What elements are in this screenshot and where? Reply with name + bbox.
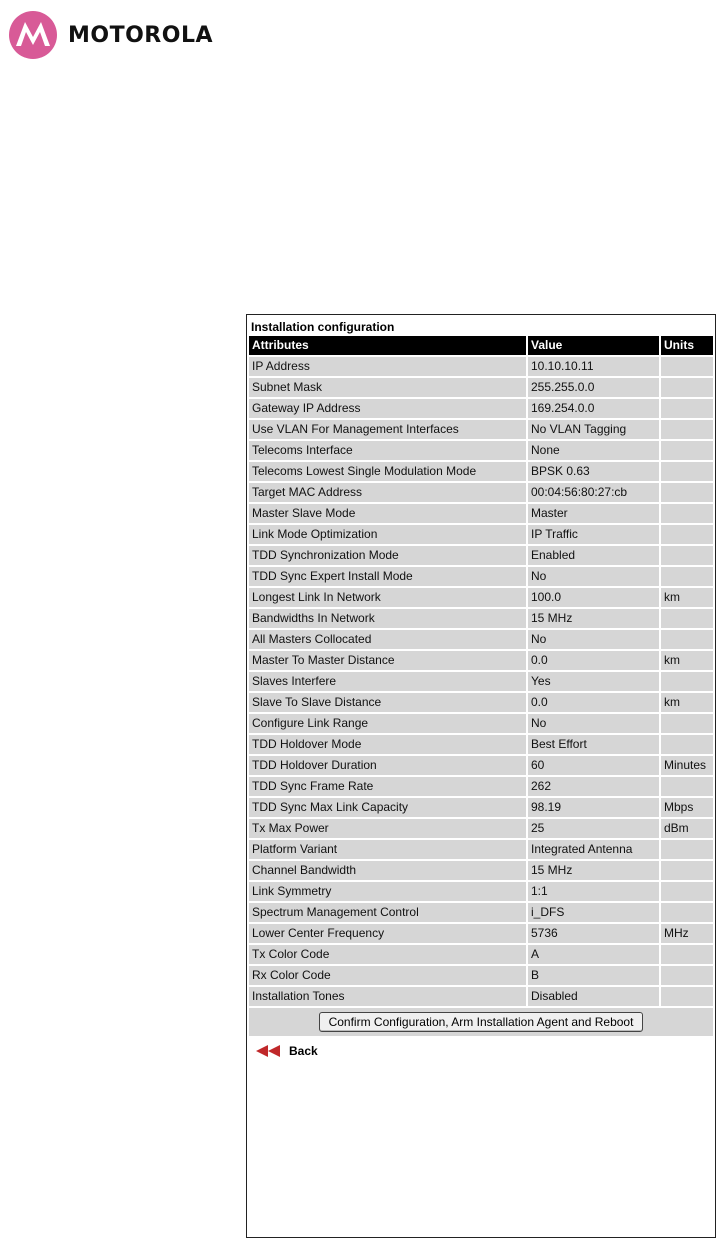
- units-cell: [661, 567, 713, 586]
- units-cell: [661, 882, 713, 901]
- units-cell: [661, 483, 713, 502]
- attribute-cell: Bandwidths In Network: [249, 609, 526, 628]
- attribute-cell: Link Mode Optimization: [249, 525, 526, 544]
- attribute-cell: Master Slave Mode: [249, 504, 526, 523]
- attribute-cell: Subnet Mask: [249, 378, 526, 397]
- table-row: [249, 735, 713, 754]
- attribute-cell: Lower Center Frequency: [249, 924, 526, 943]
- confirm-button-row: [249, 1008, 713, 1036]
- back-arrow-icon: [255, 1044, 285, 1058]
- table-row: [249, 462, 713, 481]
- table-row: [249, 987, 713, 1006]
- attribute-cell: TDD Sync Frame Rate: [249, 777, 526, 796]
- units-cell: [661, 420, 713, 439]
- header-value: Value: [528, 336, 659, 355]
- attribute-cell: Telecoms Lowest Single Modulation Mode: [249, 462, 526, 481]
- units-cell: [661, 525, 713, 544]
- units-cell: [661, 504, 713, 523]
- table-row: [249, 819, 713, 838]
- value-cell: No: [528, 714, 659, 733]
- value-cell: 10.10.10.11: [528, 357, 659, 376]
- attribute-cell: TDD Holdover Duration: [249, 756, 526, 775]
- attribute-cell: TDD Sync Expert Install Mode: [249, 567, 526, 586]
- table-row: [249, 945, 713, 964]
- attribute-cell: Channel Bandwidth: [249, 861, 526, 880]
- table-row: [249, 798, 713, 817]
- table-row: [249, 525, 713, 544]
- value-cell: No VLAN Tagging: [528, 420, 659, 439]
- units-cell: [661, 399, 713, 418]
- units-cell: [661, 546, 713, 565]
- attribute-cell: Longest Link In Network: [249, 588, 526, 607]
- attribute-cell: TDD Holdover Mode: [249, 735, 526, 754]
- attribute-cell: Configure Link Range: [249, 714, 526, 733]
- table-row: [249, 504, 713, 523]
- units-cell: km: [661, 693, 713, 712]
- attribute-cell: Rx Color Code: [249, 966, 526, 985]
- attribute-cell: Telecoms Interface: [249, 441, 526, 460]
- value-cell: 255.255.0.0: [528, 378, 659, 397]
- units-cell: [661, 462, 713, 481]
- value-cell: Yes: [528, 672, 659, 691]
- units-cell: [661, 630, 713, 649]
- table-row: [249, 441, 713, 460]
- units-cell: [661, 903, 713, 922]
- table-row: [249, 861, 713, 880]
- attribute-cell: Tx Color Code: [249, 945, 526, 964]
- attribute-cell: TDD Synchronization Mode: [249, 546, 526, 565]
- value-cell: i_DFS: [528, 903, 659, 922]
- table-row: [249, 588, 713, 607]
- units-cell: Mbps: [661, 798, 713, 817]
- motorola-logo: [8, 6, 213, 64]
- units-cell: [661, 777, 713, 796]
- value-cell: BPSK 0.63: [528, 462, 659, 481]
- value-cell: 98.19: [528, 798, 659, 817]
- table-row: [249, 840, 713, 859]
- attribute-cell: Link Symmetry: [249, 882, 526, 901]
- table-row: [249, 651, 713, 670]
- table-row: [249, 357, 713, 376]
- table-row: [249, 630, 713, 649]
- value-cell: Disabled: [528, 987, 659, 1006]
- value-cell: B: [528, 966, 659, 985]
- table-row: [249, 924, 713, 943]
- units-cell: Minutes: [661, 756, 713, 775]
- table-row: [249, 420, 713, 439]
- value-cell: 262: [528, 777, 659, 796]
- value-cell: No: [528, 567, 659, 586]
- value-cell: None: [528, 441, 659, 460]
- table-row: [249, 546, 713, 565]
- value-cell: IP Traffic: [528, 525, 659, 544]
- units-cell: [661, 441, 713, 460]
- header-units: Units: [661, 336, 713, 355]
- table-row: [249, 567, 713, 586]
- value-cell: 25: [528, 819, 659, 838]
- units-cell: [661, 357, 713, 376]
- motorola-batwing-icon: [8, 10, 58, 60]
- table-row: [249, 693, 713, 712]
- attribute-cell: Installation Tones: [249, 987, 526, 1006]
- installation-configuration-panel: [246, 314, 716, 1238]
- units-cell: [661, 714, 713, 733]
- attribute-cell: All Masters Collocated: [249, 630, 526, 649]
- value-cell: Master: [528, 504, 659, 523]
- attribute-cell: Slaves Interfere: [249, 672, 526, 691]
- table-header-row: [249, 336, 713, 355]
- table-row: [249, 777, 713, 796]
- value-cell: 00:04:56:80:27:cb: [528, 483, 659, 502]
- table-row: [249, 399, 713, 418]
- table-row: [249, 378, 713, 397]
- value-cell: 169.254.0.0: [528, 399, 659, 418]
- value-cell: 5736: [528, 924, 659, 943]
- units-cell: [661, 987, 713, 1006]
- units-cell: [661, 840, 713, 859]
- panel-title: Installation configuration: [251, 320, 395, 334]
- configuration-rows: [249, 357, 713, 1006]
- units-cell: [661, 609, 713, 628]
- units-cell: km: [661, 651, 713, 670]
- table-row: [249, 609, 713, 628]
- attribute-cell: Platform Variant: [249, 840, 526, 859]
- table-row: [249, 714, 713, 733]
- attribute-cell: IP Address: [249, 357, 526, 376]
- attribute-cell: Master To Master Distance: [249, 651, 526, 670]
- table-row: [249, 903, 713, 922]
- table-row: [249, 672, 713, 691]
- attribute-cell: Spectrum Management Control: [249, 903, 526, 922]
- units-cell: [661, 966, 713, 985]
- value-cell: 0.0: [528, 693, 659, 712]
- value-cell: 60: [528, 756, 659, 775]
- value-cell: 1:1: [528, 882, 659, 901]
- value-cell: 15 MHz: [528, 861, 659, 880]
- value-cell: 0.0: [528, 651, 659, 670]
- back-label: Back: [289, 1044, 318, 1058]
- value-cell: Enabled: [528, 546, 659, 565]
- configuration-table: [247, 334, 715, 1008]
- attribute-cell: Slave To Slave Distance: [249, 693, 526, 712]
- table-row: [249, 966, 713, 985]
- value-cell: Integrated Antenna: [528, 840, 659, 859]
- units-cell: [661, 861, 713, 880]
- header-attributes: Attributes: [249, 336, 526, 355]
- units-cell: [661, 945, 713, 964]
- value-cell: 100.0: [528, 588, 659, 607]
- units-cell: [661, 672, 713, 691]
- units-cell: [661, 378, 713, 397]
- units-cell: [661, 735, 713, 754]
- table-row: [249, 756, 713, 775]
- brand-name: MOTOROLA: [68, 22, 213, 48]
- units-cell: km: [661, 588, 713, 607]
- table-row: [249, 483, 713, 502]
- attribute-cell: TDD Sync Max Link Capacity: [249, 798, 526, 817]
- value-cell: Best Effort: [528, 735, 659, 754]
- table-row: [249, 882, 713, 901]
- confirm-configuration-button[interactable]: Confirm Configuration, Arm Installation Agent and Reboot: [319, 1012, 644, 1032]
- attribute-cell: Tx Max Power: [249, 819, 526, 838]
- value-cell: No: [528, 630, 659, 649]
- units-cell: MHz: [661, 924, 713, 943]
- value-cell: 15 MHz: [528, 609, 659, 628]
- attribute-cell: Gateway IP Address: [249, 399, 526, 418]
- units-cell: dBm: [661, 819, 713, 838]
- attribute-cell: Target MAC Address: [249, 483, 526, 502]
- back-link[interactable]: [255, 1044, 715, 1058]
- attribute-cell: Use VLAN For Management Interfaces: [249, 420, 526, 439]
- value-cell: A: [528, 945, 659, 964]
